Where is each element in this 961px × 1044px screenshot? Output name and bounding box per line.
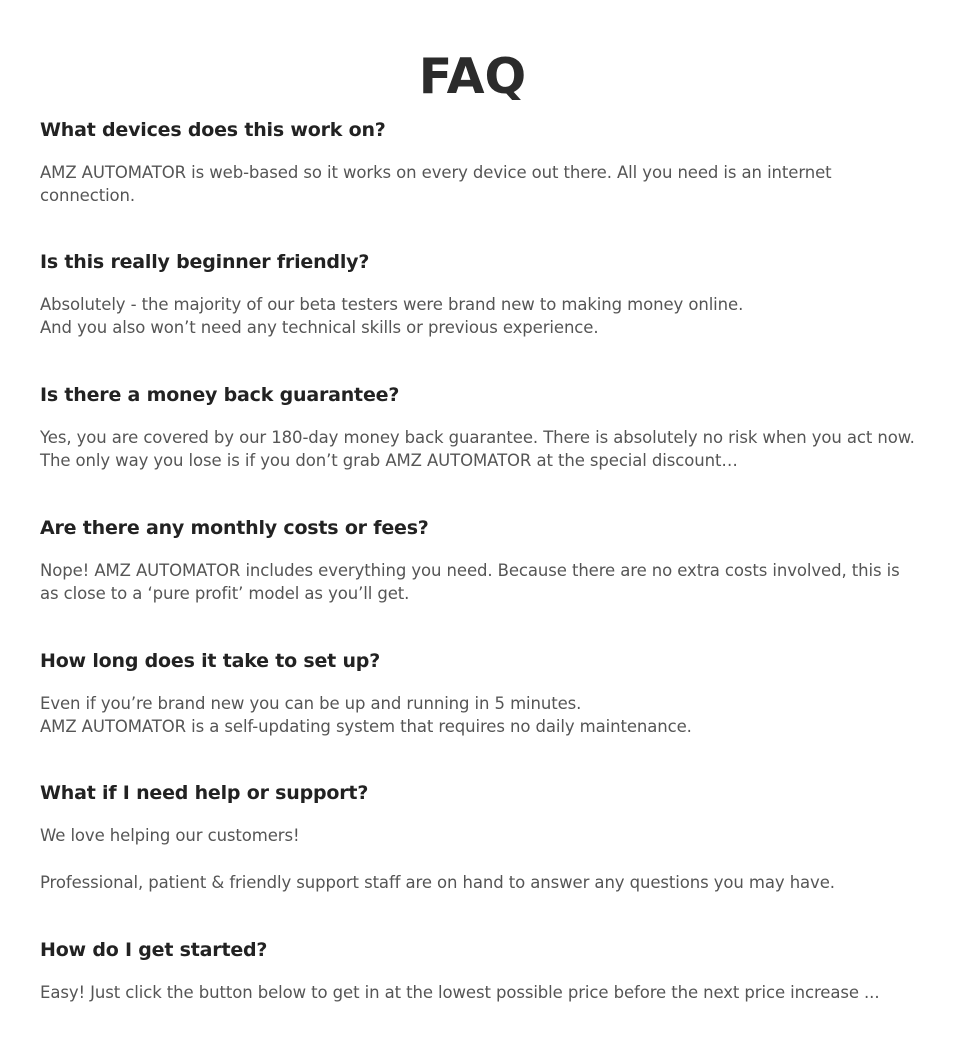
- faq-answer: [40, 426, 920, 472]
- faq-item: [40, 938, 920, 1004]
- faq-question: Are there any monthly costs or fees?: [40, 517, 429, 539]
- faq-answer-line: Nope! AMZ AUTOMATOR includes everything you need. Because there are no extra costs involved, this is as close to a ‘pure profit’ model as you’ll get.: [40, 561, 900, 603]
- faq-answer: [40, 161, 920, 207]
- faq-question: What devices does this work on?: [40, 119, 386, 141]
- faq-answer-line: AMZ AUTOMATOR is a self-updating system that requires no daily maintenance.: [40, 717, 692, 736]
- faq-answer-line: And you also won’t need any technical skills or previous experience.: [40, 318, 599, 337]
- faq-answer-line: Yes, you are covered by our 180-day money back guarantee. There is absolutely no risk when you act now. The only way you lose is if you don’t grab AMZ AUTOMATOR at the special discount…: [40, 428, 915, 470]
- faq-item: [40, 781, 920, 894]
- faq-answer-line: Absolutely - the majority of our beta testers were brand new to making money online.: [40, 295, 744, 314]
- faq-question: What if I need help or support?: [40, 782, 369, 804]
- faq-answer: [40, 559, 920, 605]
- faq-answer: [40, 981, 920, 1004]
- faq-answer-line: Professional, patient & friendly support staff are on hand to answer any questions you may have.: [40, 873, 835, 892]
- faq-answer-line: Easy! Just click the button below to get in at the lowest possible price before the next price increase ...: [40, 983, 880, 1002]
- faq-answer-line: We love helping our customers!: [40, 826, 300, 845]
- faq-item: [40, 383, 920, 472]
- faq-answer: [40, 293, 920, 339]
- faq-answer-line: AMZ AUTOMATOR is web-based so it works on every device out there. All you need is an internet connection.: [40, 163, 832, 205]
- faq-item: [40, 118, 920, 207]
- faq-item: [40, 649, 920, 738]
- faq-question: How do I get started?: [40, 939, 268, 961]
- faq-item: [40, 250, 920, 339]
- faq-answer-line: Even if you’re brand new you can be up and running in 5 minutes.: [40, 694, 582, 713]
- faq-answer: [40, 692, 920, 738]
- faq-question: How long does it take to set up?: [40, 650, 381, 672]
- faq-question: Is there a money back guarantee?: [40, 384, 400, 406]
- faq-answer: [40, 824, 920, 894]
- faq-item: [40, 516, 920, 605]
- faq-question: Is this really beginner friendly?: [40, 251, 370, 273]
- page-title: FAQ: [418, 47, 527, 105]
